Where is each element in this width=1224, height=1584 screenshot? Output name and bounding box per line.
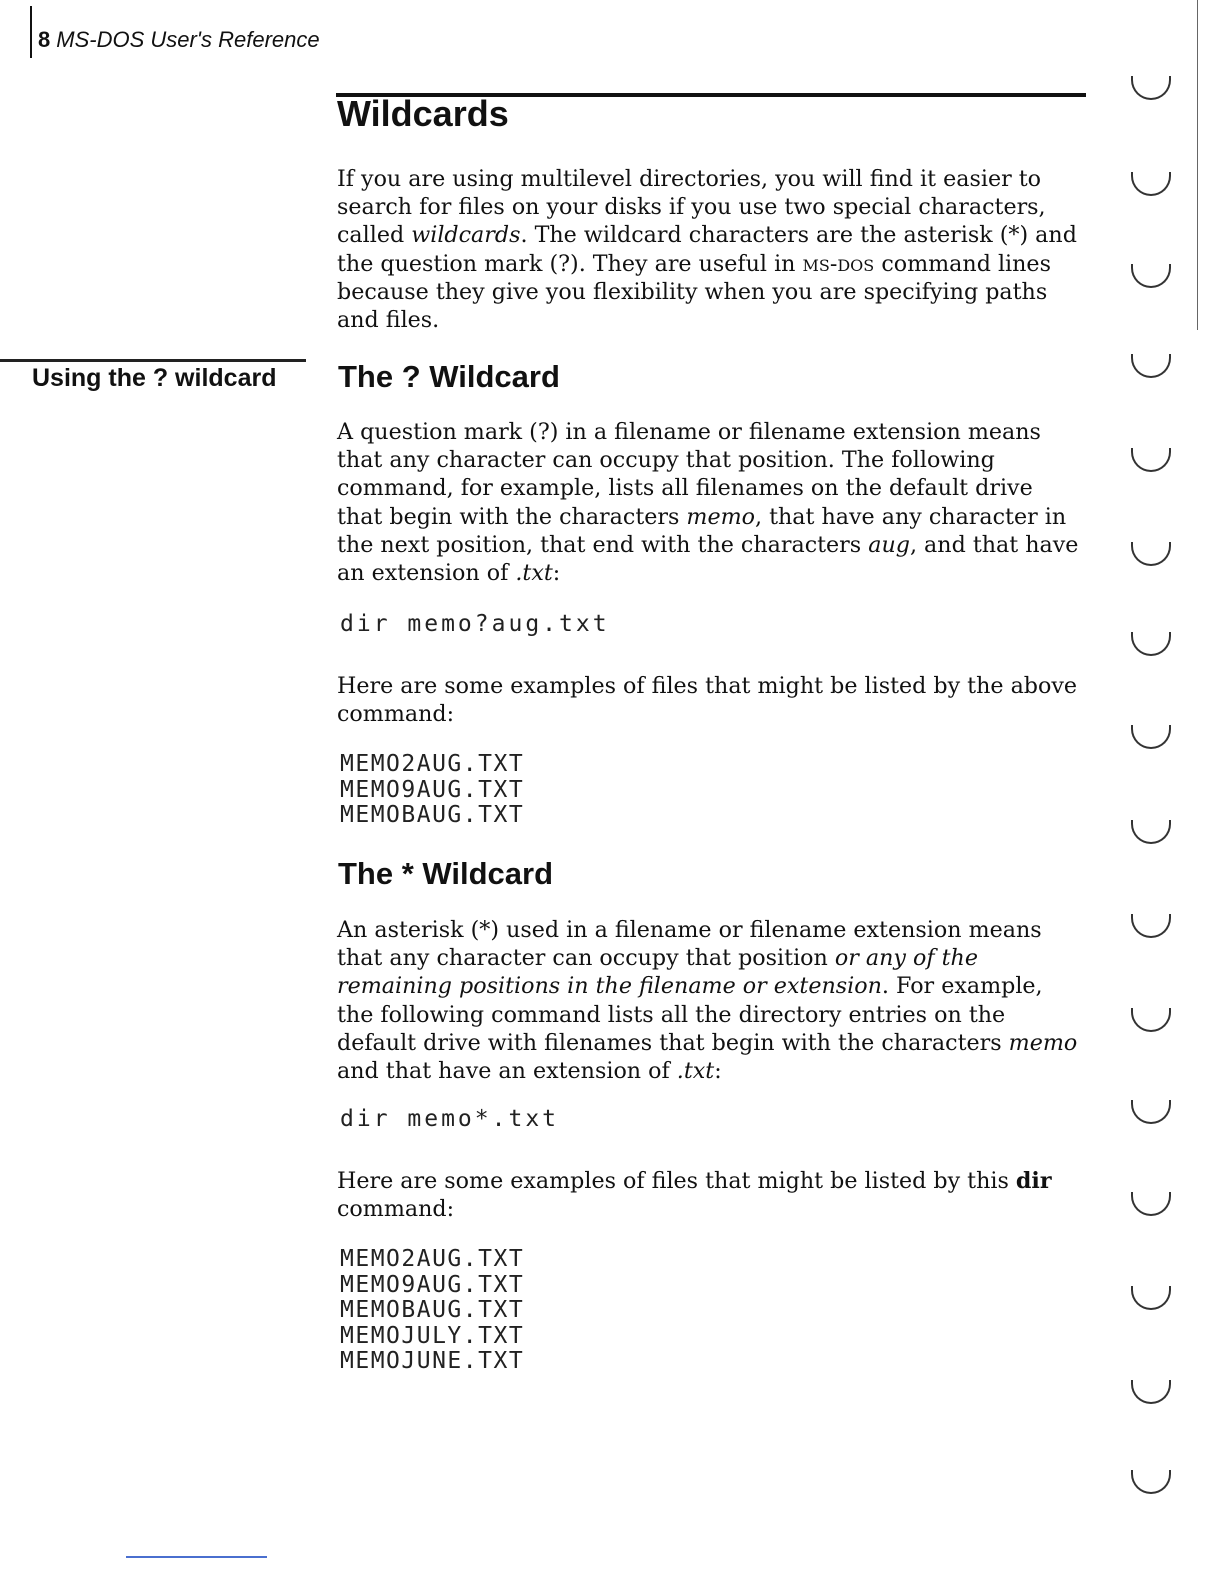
binder-ring-icon [1131, 542, 1171, 566]
list-item: MEMOJULY.TXT [340, 1322, 525, 1349]
page-edge-line [1197, 0, 1198, 330]
question-emphasis-3: .txt [515, 560, 553, 587]
question-examples-intro: Here are some examples of files that might be listed by the above command: [337, 673, 1078, 728]
list-item: MEMOBAUG.TXT [340, 1297, 525, 1323]
binder-ring-icon [1131, 725, 1171, 749]
asterisk-text-2: . For example, the following command lists all the directory entries on the default drive with filenames that begin with the characters [337, 973, 1043, 1056]
asterisk-emphasis-2: memo [1008, 1029, 1078, 1056]
asterisk-examples-intro [337, 1167, 1082, 1223]
list-item: MEMO9AUG.TXT [340, 776, 525, 803]
asterisk-paragraph [337, 916, 1082, 1085]
page-number: 8 [38, 27, 51, 52]
question-emphasis-2: aug [868, 531, 910, 558]
binder-ring-icon [1131, 1008, 1171, 1032]
footer-line [126, 1556, 267, 1558]
asterisk-text-3: and that have an extension of [337, 1058, 677, 1085]
question-text-2: , that have any character in the next position, that end with the characters [337, 503, 1067, 558]
intro-paragraph [337, 165, 1082, 334]
binder-ring-icon [1131, 448, 1171, 472]
running-head [38, 27, 320, 53]
header-bar [30, 6, 32, 58]
question-command: dir memo?aug.txt [340, 611, 610, 637]
binder-ring-icon [1131, 1470, 1171, 1494]
binder-ring-icon [1131, 1380, 1171, 1404]
list-item: MEMOJUNE.TXT [340, 1348, 525, 1374]
question-heading: The ? Wildcard [338, 359, 560, 394]
intro-text-2: . The wildcard characters are the asterisk (*) and the question mark (?). They are useful in [337, 222, 1077, 277]
list-item: MEMO2AUG.TXT [340, 751, 525, 777]
asterisk-emphasis-1: or any of the remaining positions in the filename or extension [337, 945, 978, 1000]
binder-ring-icon [1131, 1286, 1171, 1310]
list-item: MEMO9AUG.TXT [340, 1271, 525, 1298]
asterisk-command: dir memo*.txt [340, 1106, 560, 1132]
margin-note: Using the ? wildcard [32, 364, 277, 392]
binder-ring-icon [1131, 820, 1171, 844]
asterisk-examples-text-1: Here are some examples of files that might be listed by this [337, 1168, 1016, 1194]
asterisk-heading: The * Wildcard [338, 856, 554, 891]
question-text-3: , and that have an extension of [337, 531, 1079, 587]
asterisk-emphasis-3: .txt [676, 1058, 715, 1085]
question-text-4: : [552, 560, 561, 587]
binder-ring-icon [1131, 1100, 1171, 1124]
intro-emphasis: wildcards [411, 222, 521, 249]
list-item: MEMOBAUG.TXT [340, 802, 525, 828]
binder-ring-icon [1131, 914, 1171, 938]
binder-ring-icon [1131, 632, 1171, 656]
binder-ring-icon [1131, 1192, 1171, 1216]
binder-ring-icon [1131, 76, 1171, 100]
binder-ring-icon [1131, 172, 1171, 196]
intro-text-1: If you are using multilevel directories, you will find it easier to search for files on your disks if you use two special characters, called [337, 166, 1046, 249]
question-paragraph [337, 418, 1082, 587]
asterisk-text-4: : [714, 1058, 722, 1085]
binder-ring-icon [1131, 354, 1171, 378]
intro-text-3: command lines because they give you flexibility when you are specifying paths and files. [337, 250, 1051, 334]
binder-ring-icon [1131, 264, 1171, 288]
margin-rule [0, 359, 306, 362]
asterisk-examples-text-2: command: [337, 1196, 455, 1223]
asterisk-examples-bold: dir [1015, 1168, 1052, 1194]
question-emphasis-1: memo [686, 503, 755, 530]
asterisk-file-list [340, 1247, 524, 1375]
question-file-list [340, 752, 524, 829]
asterisk-text-1: An asterisk (*) used in a filename or filename extension means that any character can occupy that position [337, 917, 1042, 972]
running-title: MS-DOS User's Reference [56, 27, 320, 52]
list-item: MEMO2AUG.TXT [340, 1246, 525, 1272]
intro-msdos: ms-dos [802, 250, 875, 277]
page-title: Wildcards [337, 93, 509, 134]
question-text-1: A question mark (?) in a filename or filename extension means that any character can occupy that position. The following command, for example, lists all filenames on the default drive that begin with the characters [337, 419, 1041, 530]
